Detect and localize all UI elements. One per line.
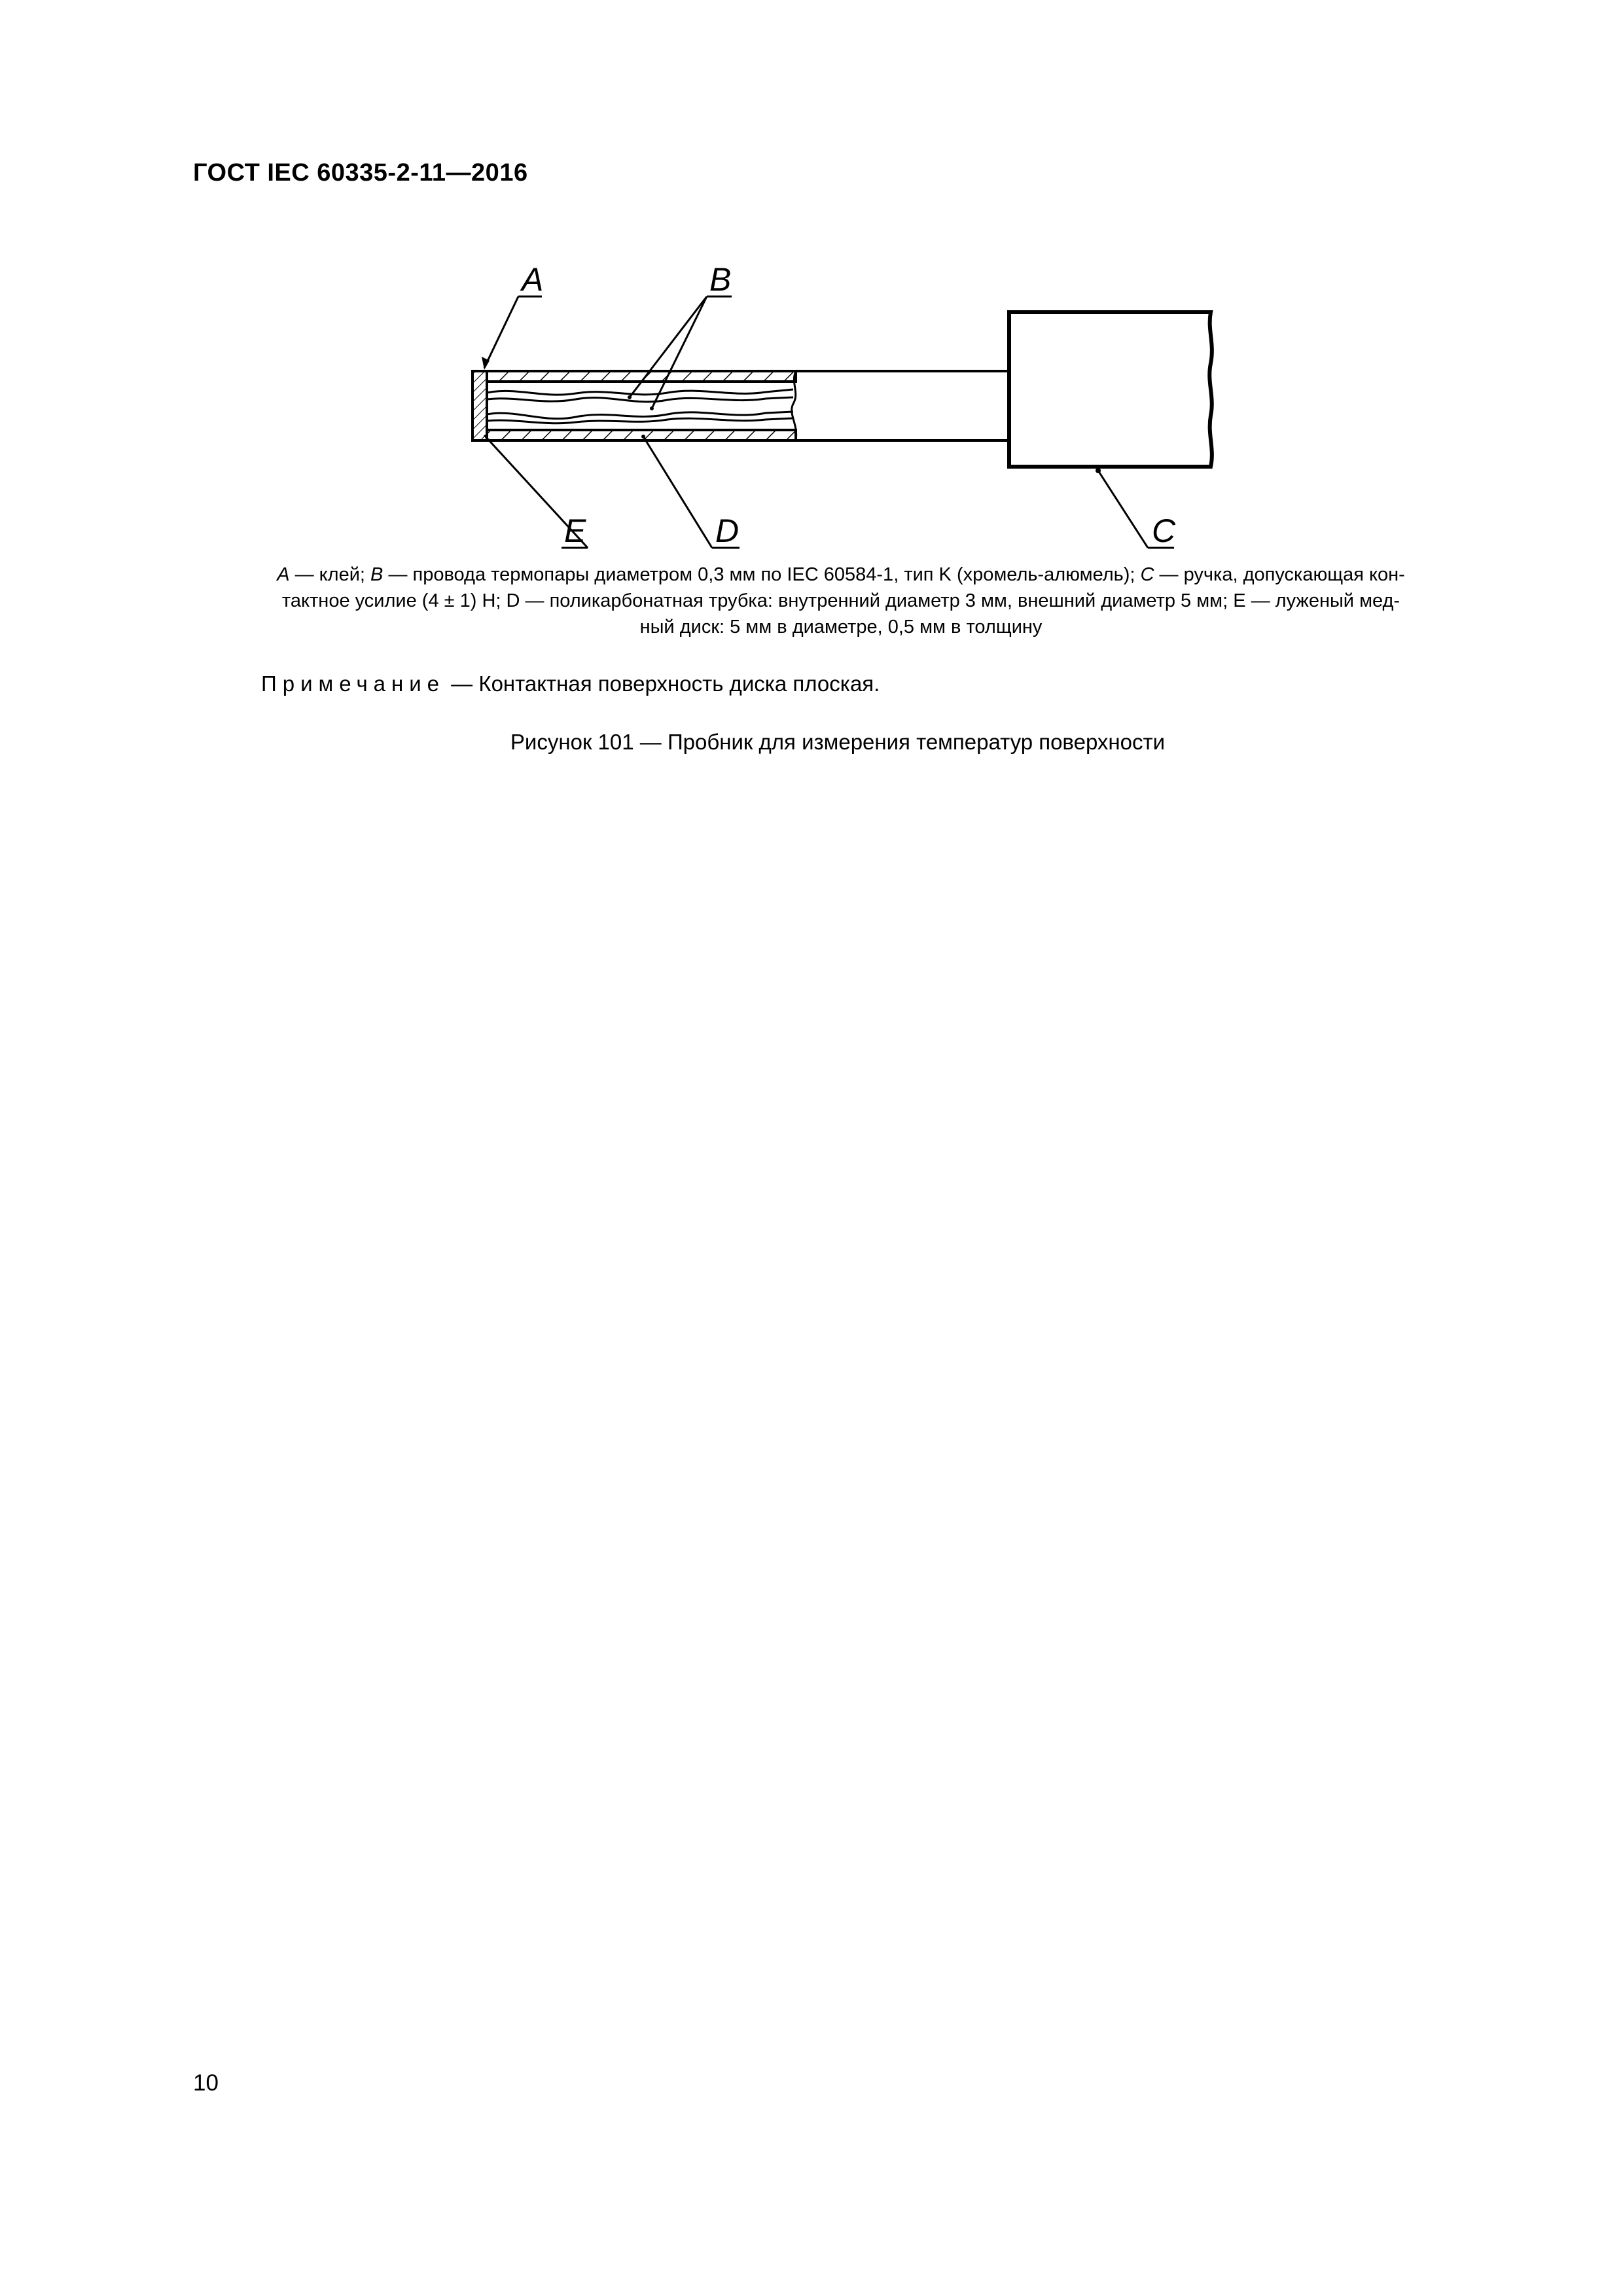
copper-disk (473, 371, 487, 440)
legend-line-1 (190, 562, 1492, 588)
legend-text-b: — провода термопары диаметром 0,3 мм по IEC 60584-1, тип K (хромель-алюмель); (383, 564, 1141, 585)
note-text: — Контактная поверхность диска плоская. (445, 672, 880, 696)
tube-bottom-wall (487, 430, 796, 440)
legend-text-c: — ручка, допускающая кон- (1154, 564, 1405, 585)
thermocouple-wire-3 (487, 412, 793, 419)
tube-top-wall (487, 371, 796, 382)
legend-key-c: C (1140, 564, 1154, 585)
thermocouple-wire-2 (487, 397, 793, 402)
legend-key-a: A (277, 564, 290, 585)
figure-legend (190, 562, 1492, 640)
leader-d-dot (641, 435, 645, 439)
thermocouple-wire-4 (487, 418, 793, 423)
legend-text-a: — клей; (289, 564, 371, 585)
document-standard-header: ГОСТ IEC 60335-2-11—2016 (193, 159, 528, 187)
page-number: 10 (193, 2070, 219, 2096)
leader-c-dot (1096, 468, 1101, 473)
leader-c (1098, 471, 1148, 548)
legend-key-b: B (370, 564, 383, 585)
legend-line-2: тактное усилие (4 ± 1) Н; D — поликарбонатная трубка: внутренний диаметр 3 мм, внешний диаметр 5 мм; E — луженый мед- (281, 590, 1400, 611)
figure-note (261, 672, 880, 696)
label-b: B (709, 261, 732, 298)
leader-d (643, 437, 712, 548)
leader-b-dot-2 (650, 406, 654, 410)
label-a: A (522, 261, 544, 298)
leader-b-dot-1 (628, 395, 632, 399)
leader-a (484, 296, 518, 368)
handle-body (1009, 312, 1212, 467)
label-e: E (564, 512, 586, 549)
note-label: Примечание (261, 672, 446, 696)
leader-e (484, 435, 588, 548)
probe-figure (458, 259, 1230, 560)
probe-drawing (458, 259, 1230, 560)
figure-caption: Рисунок 101 — Пробник для измерения температур поверхности (510, 730, 1166, 754)
label-c: C (1152, 512, 1176, 549)
thermocouple-wire-1 (487, 389, 793, 395)
legend-line-3: ный диск: 5 мм в диаметре, 0,5 мм в толщину (639, 617, 1043, 637)
label-d: D (715, 512, 740, 549)
